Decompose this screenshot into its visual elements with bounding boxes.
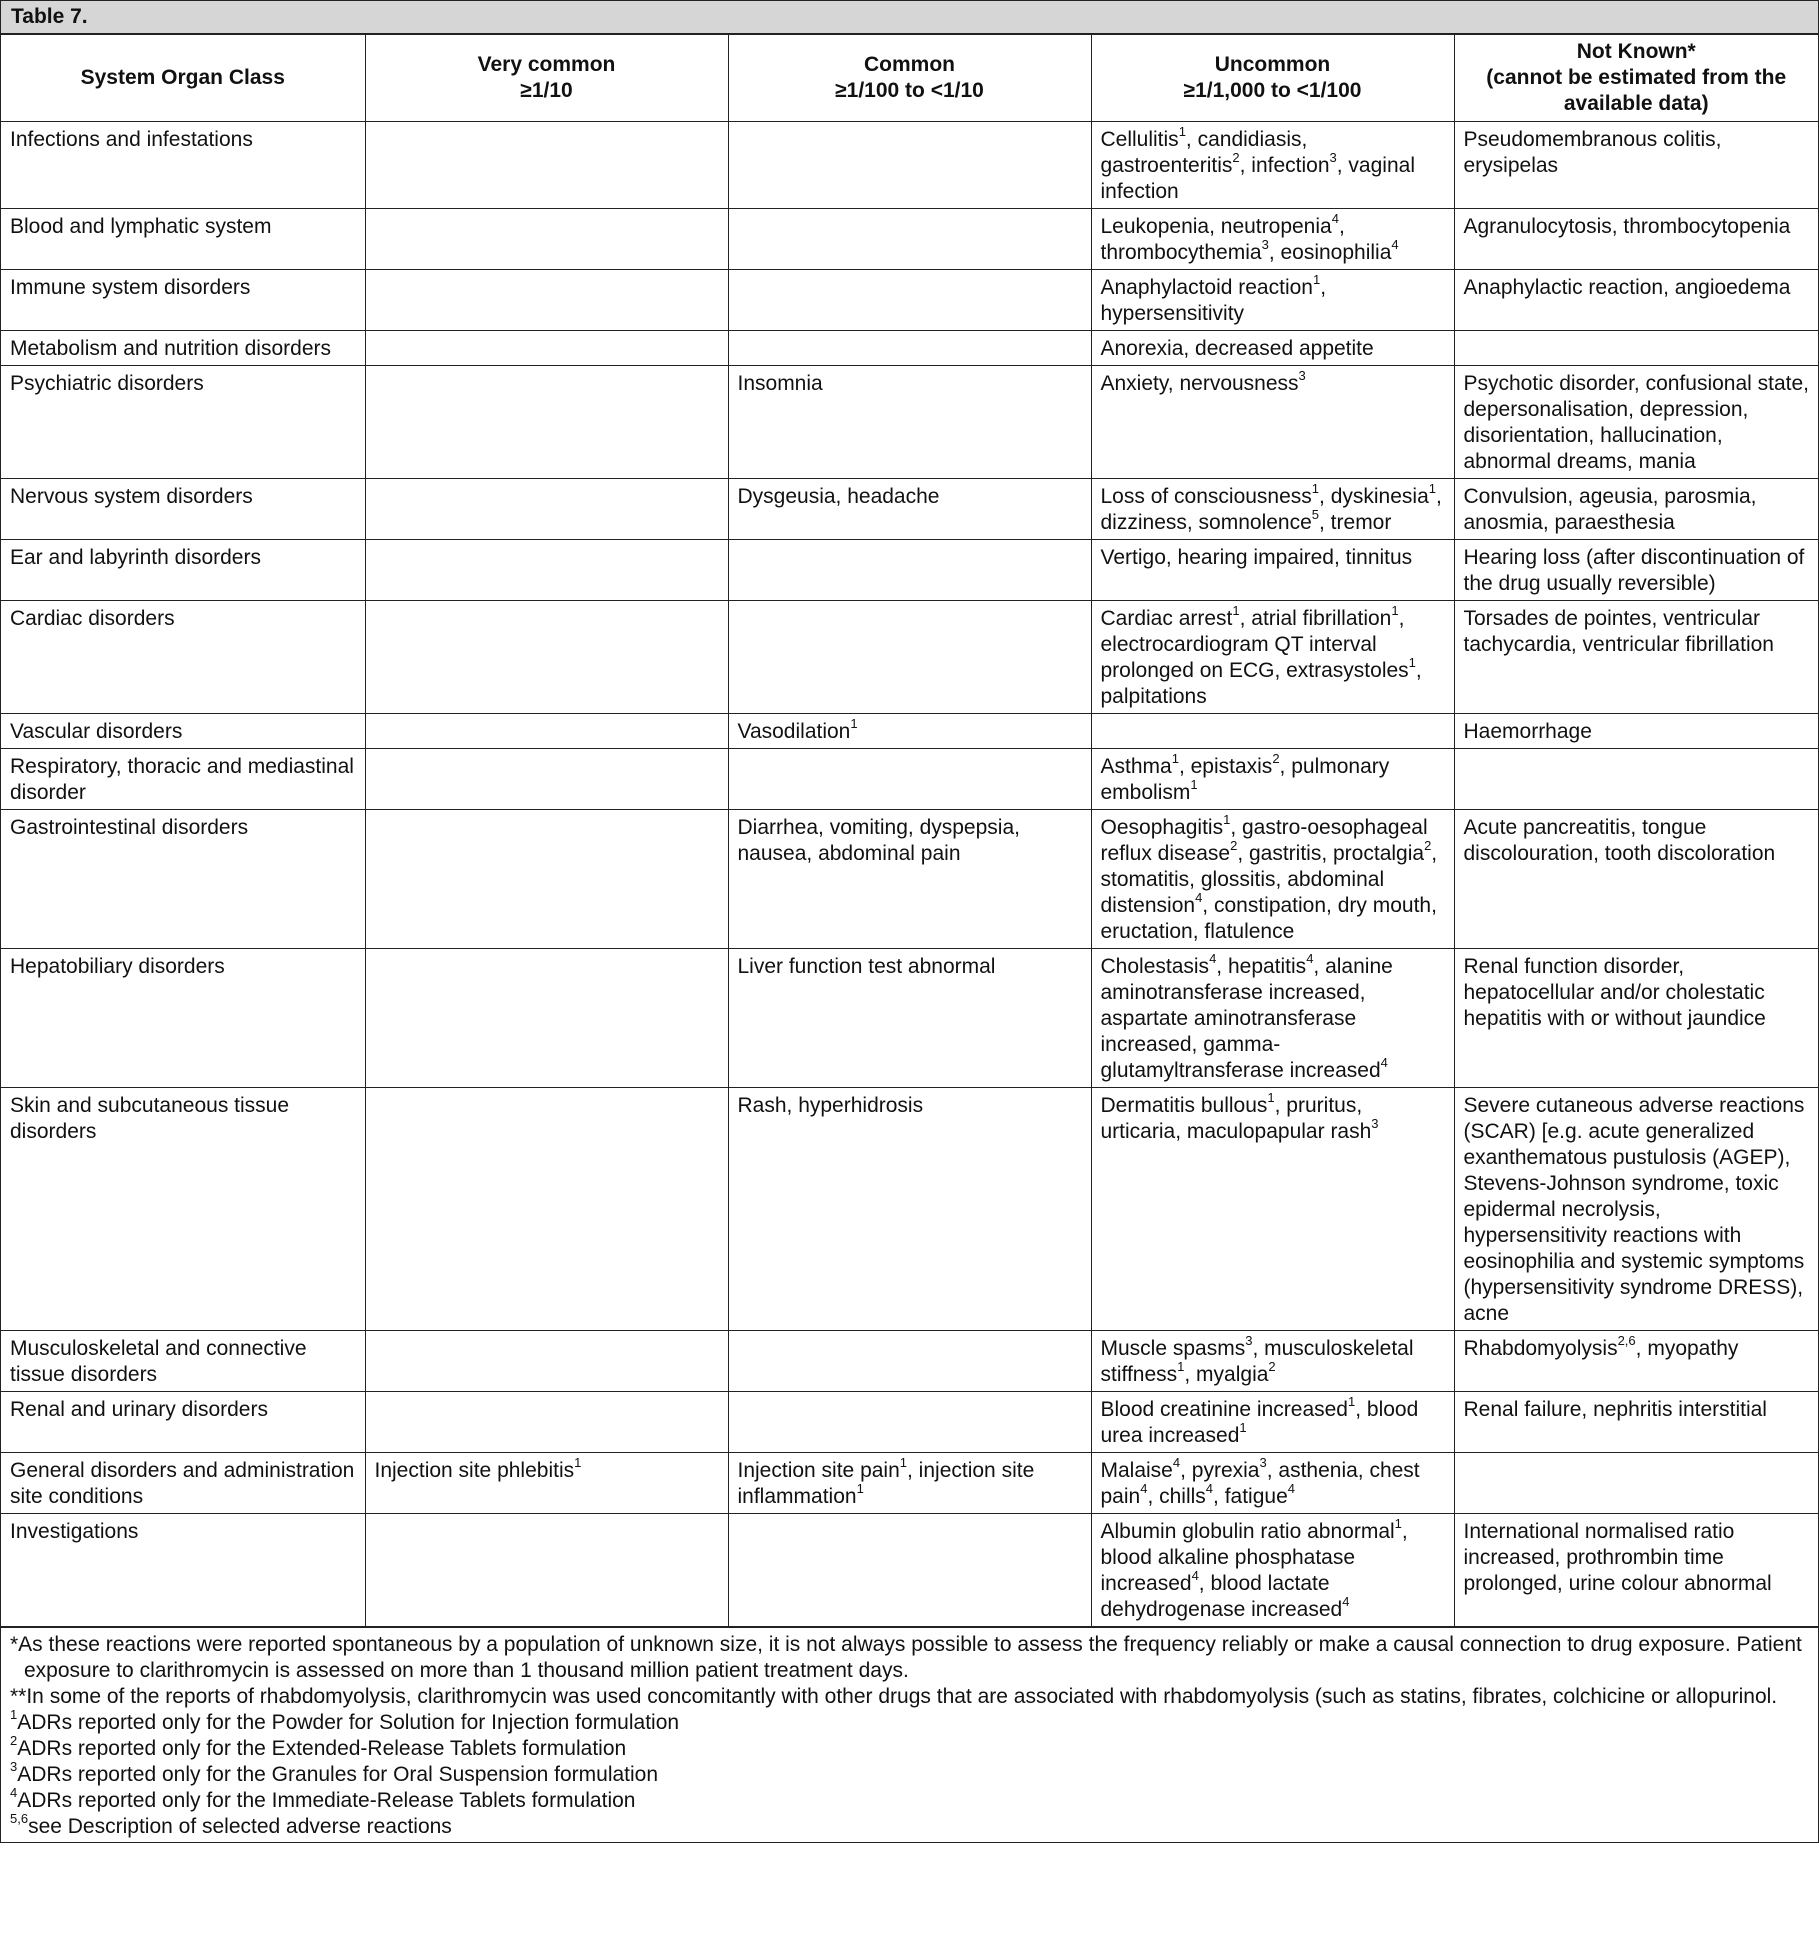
cell-very-common (365, 949, 728, 1088)
cell-very-common (365, 122, 728, 209)
header-row (1, 35, 1818, 122)
cell-common (728, 209, 1091, 270)
cell-common (728, 122, 1091, 209)
cell-very-common (365, 1514, 728, 1627)
table-row (1, 601, 1818, 714)
col-header-uncommon: Uncommon ≥1/1,000 to <1/100 (1091, 35, 1454, 122)
cell-very-common (365, 331, 728, 366)
cell-not-known: Pseudomembranous colitis, erysipelas (1454, 122, 1818, 209)
cell-not-known: International normalised ratio increased, prothrombin time prolonged, urine colour abnormal (1454, 1514, 1818, 1627)
cell-not-known: Anaphylactic reaction, angioedema (1454, 270, 1818, 331)
cell-common (728, 331, 1091, 366)
cell-soc: Blood and lymphatic system (1, 209, 365, 270)
table-row (1, 209, 1818, 270)
table-row (1, 714, 1818, 749)
cell-soc: Cardiac disorders (1, 601, 365, 714)
cell-common: Liver function test abnormal (728, 949, 1091, 1088)
cell-uncommon: Leukopenia, neutropenia$^4$, thrombocythemia$^3$, eosinophilia$^4$ (1091, 209, 1454, 270)
cell-uncommon: Dermatitis bullous$^1$, pruritus, urticaria, maculopapular rash$^3$ (1091, 1088, 1454, 1331)
cell-common (728, 1514, 1091, 1627)
cell-not-known: Torsades de pointes, ventricular tachycardia, ventricular fibrillation (1454, 601, 1818, 714)
cell-uncommon: Cellulitis$^1$, candidiasis, gastroenteritis$^2$, infection$^3$, vaginal infection (1091, 122, 1454, 209)
table-row (1, 270, 1818, 331)
cell-very-common (365, 209, 728, 270)
cell-common (728, 749, 1091, 810)
cell-soc: Renal and urinary disorders (1, 1392, 365, 1453)
cell-not-known: Rhabdomyolysis$^{2,6}$, myopathy (1454, 1331, 1818, 1392)
cell-soc: Metabolism and nutrition disorders (1, 331, 365, 366)
footnote: $^1$ADRs reported only for the Powder for Solution for Injection formulation (10, 1707, 680, 1734)
cell-common (728, 1331, 1091, 1392)
col-header-very-common: Very common ≥1/10 (365, 35, 728, 122)
table-body (1, 122, 1818, 1627)
table-row (1, 1392, 1818, 1453)
cell-uncommon: Blood creatinine increased$^1$, blood urea increased$^1$ (1091, 1392, 1454, 1453)
cell-not-known (1454, 749, 1818, 810)
cell-uncommon: Anaphylactoid reaction$^1$, hypersensitivity (1091, 270, 1454, 331)
table-row (1, 949, 1818, 1088)
cell-common: Vasodilation$^1$ (728, 714, 1091, 749)
cell-very-common (365, 1392, 728, 1453)
table-row (1, 1088, 1818, 1331)
footnote: *As these reactions were reported spontaneous by a population of unknown size, it is not always possible to assess the frequency reliably or make a causal connection to drug exposure. Patient exposure to clarithromycin is assessed on more than 1 thousand million patient treatment days. (10, 1633, 1802, 1682)
cell-very-common (365, 479, 728, 540)
cell-soc: Vascular disorders (1, 714, 365, 749)
table-row (1, 331, 1818, 366)
cell-very-common (365, 1331, 728, 1392)
cell-not-known (1454, 1453, 1818, 1514)
table-row (1, 540, 1818, 601)
cell-very-common (365, 601, 728, 714)
cell-soc: Respiratory, thoracic and mediastinal disorder (1, 749, 365, 810)
cell-soc: Ear and labyrinth disorders (1, 540, 365, 601)
cell-uncommon (1091, 714, 1454, 749)
cell-common (728, 270, 1091, 331)
col-header-not-known: Not Known* (cannot be estimated from the available data) (1454, 35, 1818, 122)
cell-very-common (365, 714, 728, 749)
table-row (1, 749, 1818, 810)
cell-uncommon: Asthma$^1$, epistaxis$^2$, pulmonary embolism$^1$ (1091, 749, 1454, 810)
cell-very-common (365, 540, 728, 601)
cell-common: Dysgeusia, headache (728, 479, 1091, 540)
footnotes (1, 1627, 1818, 1842)
cell-not-known: Psychotic disorder, confusional state, depersonalisation, depression, disorientation, hallucination, abnormal dreams, mania (1454, 366, 1818, 479)
cell-common (728, 1392, 1091, 1453)
table-row (1, 1514, 1818, 1627)
footnote: $^3$ADRs reported only for the Granules for Oral Suspension formulation (10, 1759, 659, 1786)
cell-not-known: Haemorrhage (1454, 714, 1818, 749)
cell-not-known: Renal failure, nephritis interstitial (1454, 1392, 1818, 1453)
cell-not-known: Agranulocytosis, thrombocytopenia (1454, 209, 1818, 270)
cell-uncommon: Cardiac arrest$^1$, atrial fibrillation$^1$, electrocardiogram QT interval prolonged on ECG, extrasystoles$^1$, palpitations (1091, 601, 1454, 714)
footnote: $^2$ADRs reported only for the Extended-Release Tablets formulation (10, 1733, 627, 1760)
cell-soc: Investigations (1, 1514, 365, 1627)
adr-table (1, 35, 1818, 1627)
cell-common: Injection site pain$^1$, injection site inflammation$^1$ (728, 1453, 1091, 1514)
cell-common: Rash, hyperhidrosis (728, 1088, 1091, 1331)
footnote: $^4$ADRs reported only for the Immediate-Release Tablets formulation (10, 1785, 636, 1812)
cell-soc: Skin and subcutaneous tissue disorders (1, 1088, 365, 1331)
cell-not-known: Renal function disorder, hepatocellular and/or cholestatic hepatitis with or without jaundice (1454, 949, 1818, 1088)
col-header-common: Common ≥1/100 to <1/10 (728, 35, 1091, 122)
cell-very-common: Injection site phlebitis$^1$ (365, 1453, 728, 1514)
table-row (1, 1331, 1818, 1392)
cell-not-known: Hearing loss (after discontinuation of the drug usually reversible) (1454, 540, 1818, 601)
cell-uncommon: Malaise$^4$, pyrexia$^3$, asthenia, chest pain$^4$, chills$^4$, fatigue$^4$ (1091, 1453, 1454, 1514)
table-row (1, 1453, 1818, 1514)
cell-common: Insomnia (728, 366, 1091, 479)
cell-common (728, 540, 1091, 601)
cell-uncommon: Albumin globulin ratio abnormal$^1$, blood alkaline phosphatase increased$^4$, blood lactate dehydrogenase increased$^4$ (1091, 1514, 1454, 1627)
cell-soc: Immune system disorders (1, 270, 365, 331)
cell-uncommon: Vertigo, hearing impaired, tinnitus (1091, 540, 1454, 601)
cell-not-known: Acute pancreatitis, tongue discolouration, tooth discoloration (1454, 810, 1818, 949)
cell-common: Diarrhea, vomiting, dyspepsia, nausea, abdominal pain (728, 810, 1091, 949)
cell-uncommon: Anxiety, nervousness$^3$ (1091, 366, 1454, 479)
cell-very-common (365, 810, 728, 949)
cell-not-known: Convulsion, ageusia, parosmia, anosmia, paraesthesia (1454, 479, 1818, 540)
table-title: Table 7. (1, 1, 1818, 35)
cell-uncommon: Muscle spasms$^3$, musculoskeletal stiffness$^1$, myalgia$^2$ (1091, 1331, 1454, 1392)
cell-very-common (365, 749, 728, 810)
cell-uncommon: Loss of consciousness$^1$, dyskinesia$^1$, dizziness, somnolence$^5$, tremor (1091, 479, 1454, 540)
cell-very-common (365, 1088, 728, 1331)
cell-soc: Psychiatric disorders (1, 366, 365, 479)
table-row (1, 366, 1818, 479)
table-row (1, 479, 1818, 540)
cell-soc: Musculoskeletal and connective tissue disorders (1, 1331, 365, 1392)
cell-not-known: Severe cutaneous adverse reactions (SCAR) [e.g. acute generalized exanthematous pustulosis (AGEP), Stevens-Johnson syndrome, toxic epidermal necrolysis, hypersensitivity reactions with eosinophilia and systemic symptoms (hypersensitivity syndrome DRESS), acne (1454, 1088, 1818, 1331)
footnote: $^{5,6}$see Description of selected adverse reactions (10, 1811, 452, 1838)
cell-very-common (365, 270, 728, 331)
cell-common (728, 601, 1091, 714)
cell-not-known (1454, 331, 1818, 366)
table-row (1, 122, 1818, 209)
cell-uncommon: Cholestasis$^4$, hepatitis$^4$, alanine aminotransferase increased, aspartate aminotransferase increased, gamma-glutamyltransferase increased$^4$ (1091, 949, 1454, 1088)
col-header-soc: System Organ Class (1, 35, 365, 122)
cell-soc: Gastrointestinal disorders (1, 810, 365, 949)
cell-soc: Hepatobiliary disorders (1, 949, 365, 1088)
cell-very-common (365, 366, 728, 479)
table-row (1, 810, 1818, 949)
cell-soc: Nervous system disorders (1, 479, 365, 540)
cell-uncommon: Anorexia, decreased appetite (1091, 331, 1454, 366)
cell-uncommon: Oesophagitis$^1$, gastro-oesophageal reflux disease$^2$, gastritis, proctalgia$^2$, stomatitis, glossitis, abdominal distension$^4$, constipation, dry mouth, eructation, flatulence (1091, 810, 1454, 949)
footnote: **In some of the reports of rhabdomyolysis, clarithromycin was used concomitantly with other drugs that are associated with rhabdomyolysis (such as statins, fibrates, colchicine or allopurinol. (10, 1685, 1778, 1708)
cell-soc: General disorders and administration site conditions (1, 1453, 365, 1514)
cell-soc: Infections and infestations (1, 122, 365, 209)
